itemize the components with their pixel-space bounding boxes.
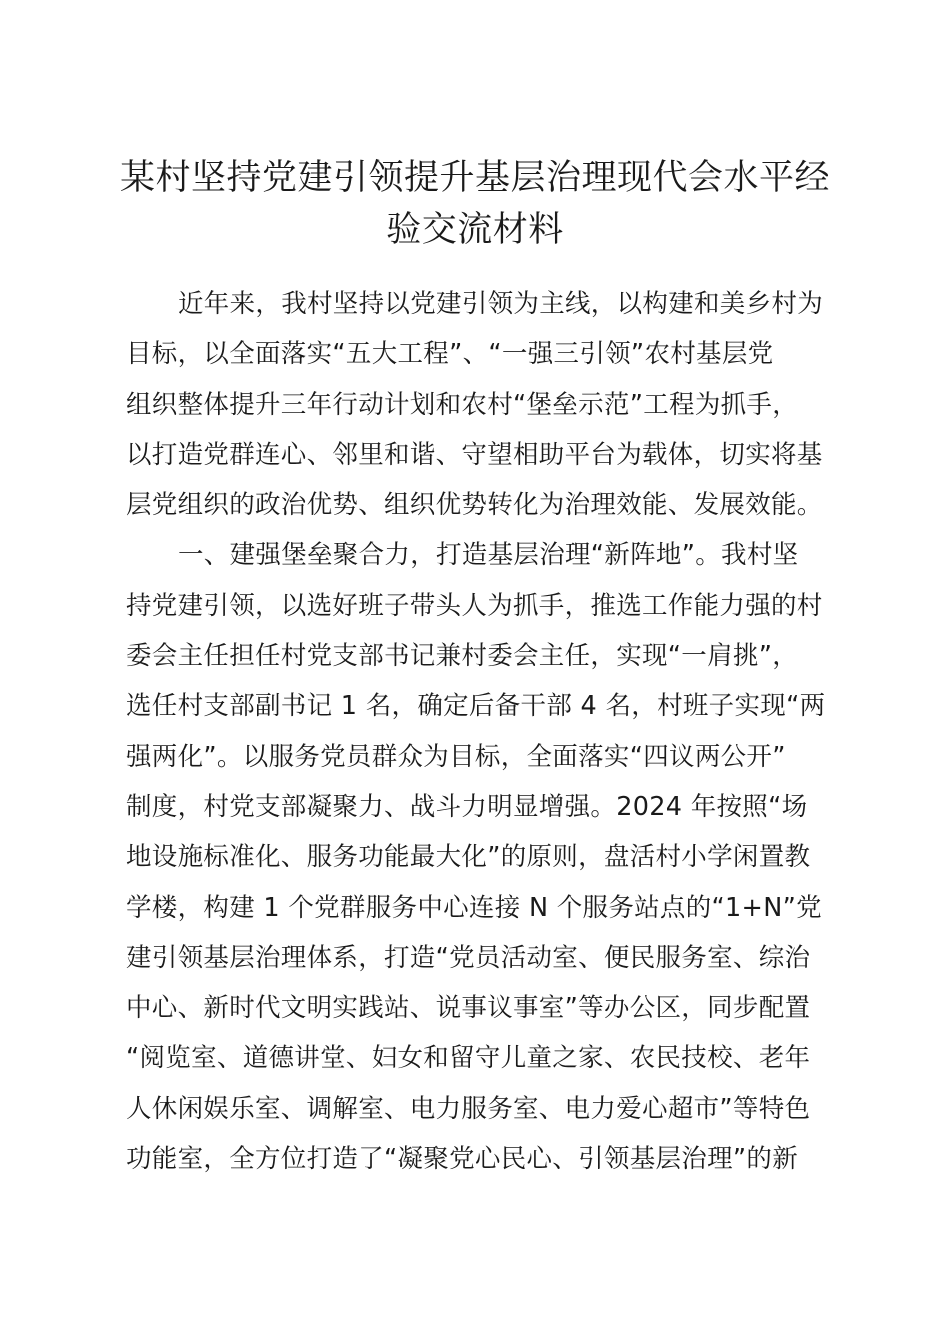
text-line: 建引领基层治理体系，打造“党员活动室、便民服务室、综治 (126, 942, 811, 973)
text-line: 持党建引领，以选好班子带头人为抓手，推选工作能力强的村 (126, 590, 823, 621)
text-line: 地设施标准化、服务功能最大化”的原则，盘活村小学闲置教 (126, 842, 811, 873)
text-line: 委会主任担任村党支部书记兼村委会主任，实现“一肩挑”， (126, 641, 799, 672)
text-line: 学楼，构建 1 个党群服务中心连接 N 个服务站点的“1+N”党 (126, 892, 822, 923)
text-line: 强两化”。以服务党员群众为目标，全面落实“四议两公开” (126, 741, 786, 772)
text-line: 目标，以全面落实“五大工程”、“一强三引领”农村基层党 (126, 339, 774, 370)
text-line: 制度，村党支部凝聚力、战斗力明显增强。2024 年按照“场 (126, 791, 808, 822)
text-line: 中心、新时代文明实践站、说事议事室”等办公区，同步配置 (126, 993, 811, 1024)
text-line: 近年来，我村坚持以党建引领为主线，以构建和美乡村为 (178, 289, 824, 319)
text-line: 功能室，全方位打造了“凝聚党心民心、引领基层治理”的新 (126, 1144, 799, 1175)
text-line: 人休闲娱乐室、调解室、电力服务室、电力爱心超市”等特色 (126, 1093, 811, 1124)
text-line: 层党组织的政治优势、组织优势转化为治理效能、发展效能。 (126, 490, 823, 521)
paragraph-section-1 (126, 530, 836, 1184)
text-line: “阅览室、道德讲堂、妇女和留守儿童之家、农民技校、老年 (126, 1043, 811, 1074)
text-line: 组织整体提升三年行动计划和农村“堡垒示范”工程为抓手， (126, 389, 799, 420)
text-line: 以打造党群连心、邻里和谐、守望相助平台为载体，切实将基 (126, 439, 823, 470)
title-line: 验交流材料 (386, 210, 564, 250)
text-line: 选任村支部副书记 1 名，确定后备干部 4 名，村班子实现“两 (126, 691, 826, 722)
title-line: 某村坚持党建引领提升基层治理现代会水平经 (119, 158, 830, 198)
paragraph-intro (126, 279, 836, 530)
document-body (126, 279, 836, 1184)
text-line: 一、建强堡垒聚合力，打造基层治理“新阵地”。我村坚 (178, 540, 799, 571)
document-title (115, 152, 835, 256)
